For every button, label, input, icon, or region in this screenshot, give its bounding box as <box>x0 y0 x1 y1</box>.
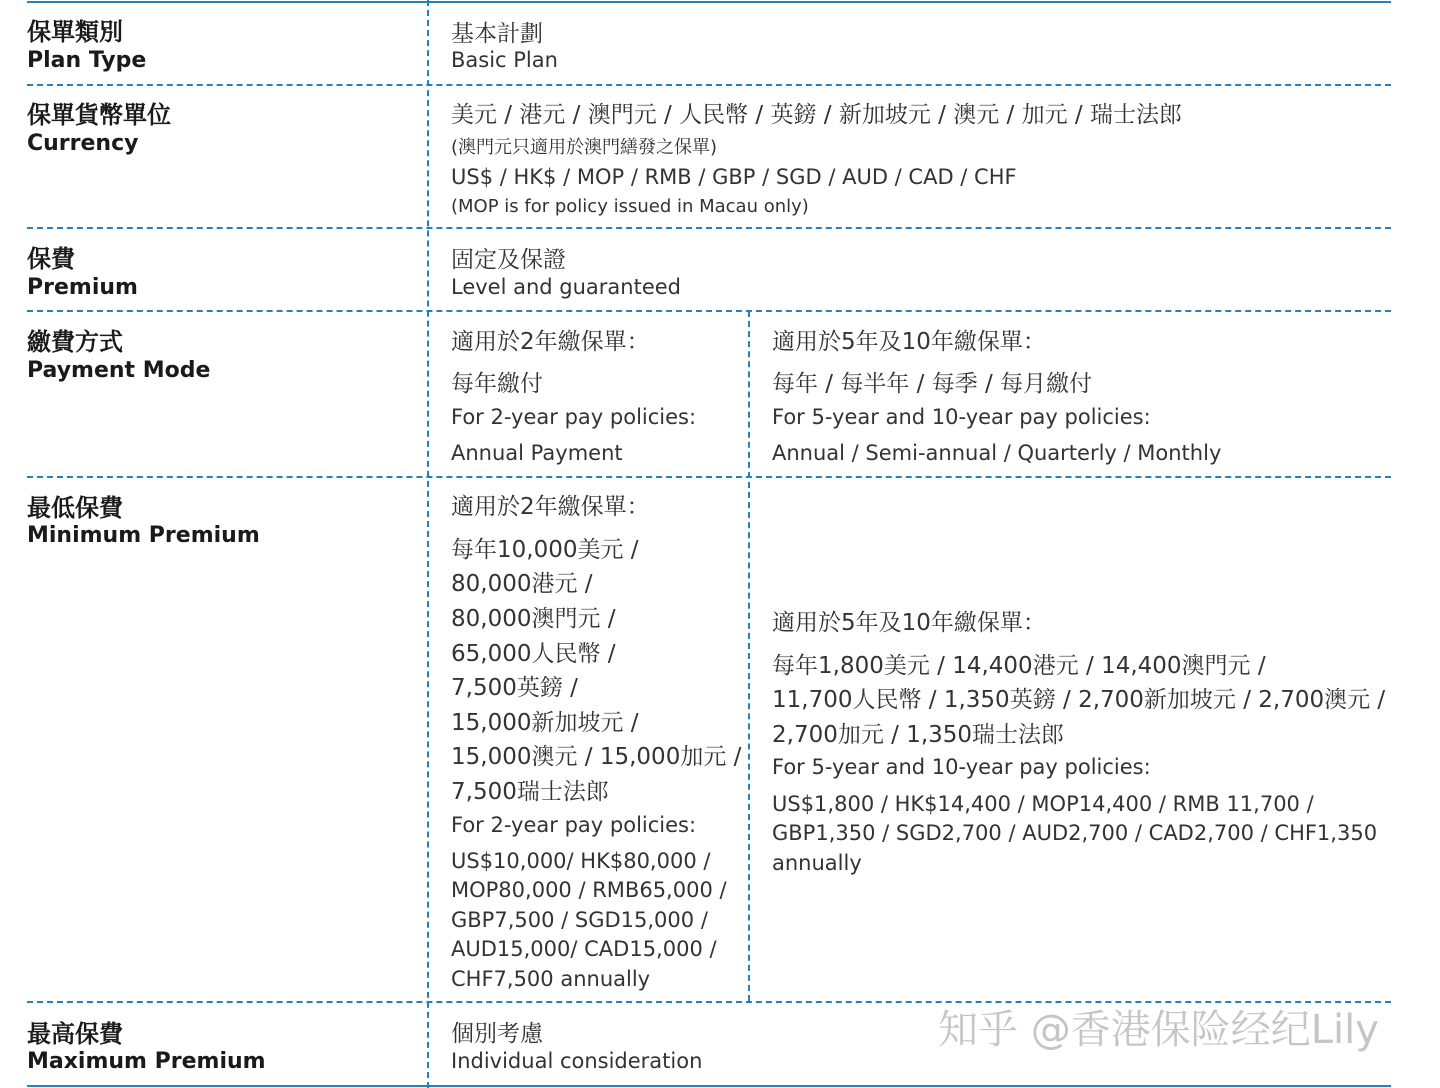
minimum-premium-2yr-line-en: AUD15,000/ CAD15,000 / <box>451 937 717 961</box>
minimum-premium-2yr-heading-en: For 2-year pay policies: <box>451 813 697 837</box>
column-divider-label <box>427 0 429 1088</box>
currency-note-zh: (澳門元只適用於澳門繕發之保單) <box>451 137 718 158</box>
payment-mode-5-10yr-heading-zh: 適用於5年及10年繳保單： <box>772 329 1046 355</box>
minimum-premium-2yr-line-en: CHF7,500 annually <box>451 967 651 991</box>
plan-type-label-zh: 保單類別 <box>27 18 123 46</box>
row-divider <box>27 310 1391 312</box>
minimum-premium-5-10yr-line-zh: 每年1,800美元 / 14,400港元 / 14,400澳門元 / <box>772 653 1266 679</box>
maximum-premium-value-zh: 個別考慮 <box>451 1021 543 1047</box>
payment-mode-label-en: Payment Mode <box>27 358 211 383</box>
payment-mode-5-10yr-value-zh: 每年 / 每半年 / 每季 / 每月繳付 <box>772 371 1093 397</box>
premium-value-en: Level and guaranteed <box>451 275 682 299</box>
minimum-premium-2yr-line-zh: 80,000澳門元 / <box>451 606 616 632</box>
currency-value-zh: 美元 / 港元 / 澳門元 / 人民幣 / 英鎊 / 新加坡元 / 澳元 / 加元 / 瑞士法郎 <box>451 102 1182 128</box>
minimum-premium-5-10yr-line-en: US$1,800 / HK$14,400 / MOP14,400 / RMB 11,700 / <box>772 792 1314 816</box>
minimum-premium-5-10yr-line-en: annually <box>772 851 862 875</box>
minimum-premium-2yr-line-zh: 15,000新加坡元 / <box>451 710 639 736</box>
maximum-premium-label-en: Maximum Premium <box>27 1049 266 1074</box>
minimum-premium-2yr-line-en: US$10,000/ HK$80,000 / <box>451 849 711 873</box>
currency-note-en: (MOP is for policy issued in Macau only) <box>451 196 809 217</box>
minimum-premium-5-10yr-line-en: GBP1,350 / SGD2,700 / AUD2,700 / CAD2,700 / CHF1,350 <box>772 821 1378 845</box>
minimum-premium-2yr-line-en: MOP80,000 / RMB65,000 / <box>451 878 727 902</box>
minimum-premium-2yr-line-zh: 7,500英鎊 / <box>451 675 578 701</box>
minimum-premium-2yr-heading-zh: 適用於2年繳保單： <box>451 494 650 520</box>
plan-type-value-zh: 基本計劃 <box>451 21 543 47</box>
currency-label-en: Currency <box>27 131 139 156</box>
minimum-premium-label-zh: 最低保費 <box>27 494 123 522</box>
table-top-border <box>27 1 1391 3</box>
row-divider <box>27 227 1391 229</box>
minimum-premium-2yr-line-en: GBP7,500 / SGD15,000 / <box>451 908 708 932</box>
plan-type-label-en: Plan Type <box>27 48 147 73</box>
minimum-premium-5-10yr-line-zh: 2,700加元 / 1,350瑞士法郎 <box>772 722 1065 748</box>
minimum-premium-2yr-line-zh: 15,000澳元 / 15,000加元 / <box>451 744 742 770</box>
premium-value-zh: 固定及保證 <box>451 247 566 273</box>
minimum-premium-2yr-line-zh: 65,000人民幣 / <box>451 641 616 667</box>
payment-mode-5-10yr-heading-en: For 5-year and 10-year pay policies: <box>772 405 1151 429</box>
payment-mode-2yr-value-zh: 每年繳付 <box>451 371 543 397</box>
plan-summary-table <box>27 0 1391 1088</box>
premium-label-zh: 保費 <box>27 245 75 273</box>
payment-mode-2yr-heading-en: For 2-year pay policies: <box>451 405 697 429</box>
minimum-premium-2yr-line-zh: 每年10,000美元 / <box>451 537 639 563</box>
minimum-premium-5-10yr-heading-zh: 適用於5年及10年繳保單： <box>772 610 1046 636</box>
row-divider <box>27 476 1391 478</box>
minimum-premium-5-10yr-heading-en: For 5-year and 10-year pay policies: <box>772 755 1151 779</box>
plan-type-value-en: Basic Plan <box>451 48 558 72</box>
payment-mode-label-zh: 繳費方式 <box>27 328 123 356</box>
payment-mode-5-10yr-value-en: Annual / Semi-annual / Quarterly / Monthly <box>772 441 1222 465</box>
maximum-premium-label-zh: 最高保費 <box>27 1020 123 1048</box>
maximum-premium-value-en: Individual consideration <box>451 1049 703 1073</box>
currency-value-en: US$ / HK$ / MOP / RMB / GBP / SGD / AUD / CAD / CHF <box>451 165 1017 189</box>
payment-mode-2yr-value-en: Annual Payment <box>451 441 623 465</box>
currency-label-zh: 保單貨幣單位 <box>27 101 171 129</box>
column-divider-policy-term <box>748 311 750 1001</box>
premium-label-en: Premium <box>27 275 138 300</box>
watermark: 知乎 @香港保险经纪Lily <box>938 1007 1379 1053</box>
minimum-premium-2yr-line-zh: 80,000港元 / <box>451 571 593 597</box>
minimum-premium-label-en: Minimum Premium <box>27 523 260 548</box>
minimum-premium-2yr-line-zh: 7,500瑞士法郎 <box>451 779 609 805</box>
table-bottom-border <box>27 1085 1391 1087</box>
minimum-premium-5-10yr-line-zh: 11,700人民幣 / 1,350英鎊 / 2,700新加坡元 / 2,700澳元 / <box>772 687 1386 713</box>
payment-mode-2yr-heading-zh: 適用於2年繳保單： <box>451 329 650 355</box>
row-divider <box>27 84 1391 86</box>
